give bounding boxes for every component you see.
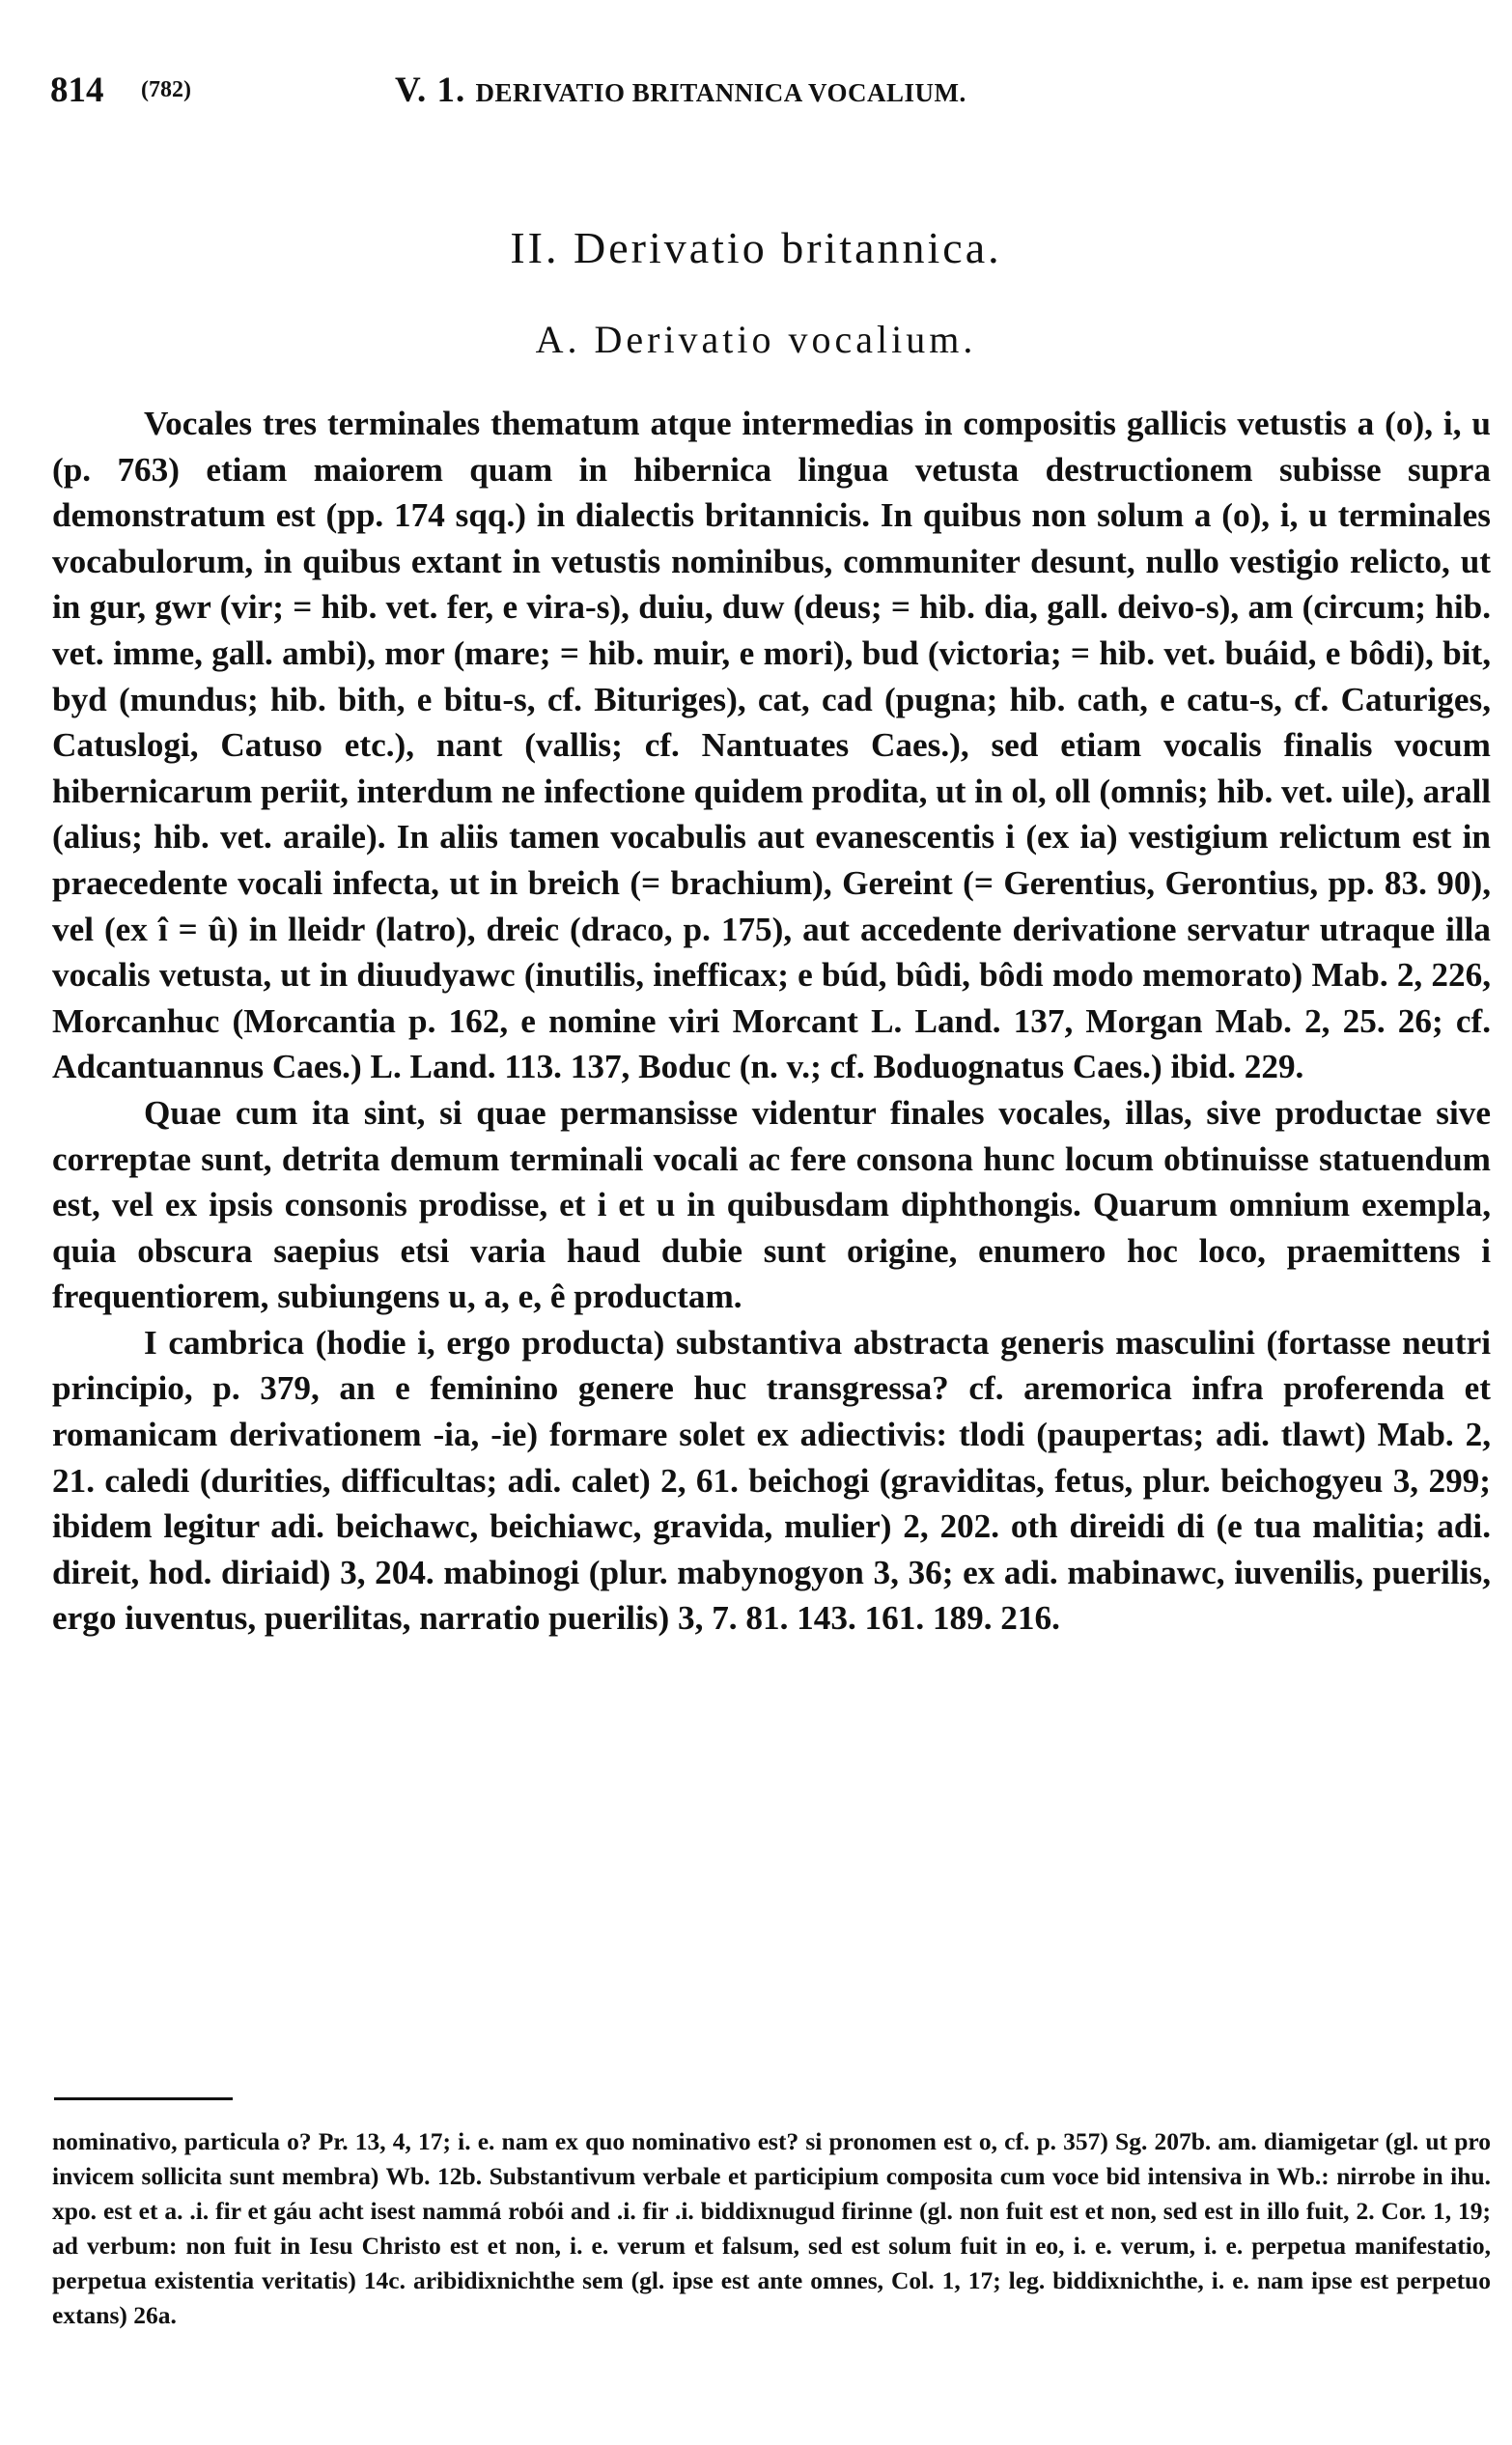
paragraph: Quae cum ita sint, si quae permansisse videntur finales vocales, illas, sive productae sive correptae sunt, detrita demum terminali vocali ac fere consona hunc locum obtinuisse statuendum est, vel ex ipsis consonis prodisse, et i et u in quibusdam diphthongis. Quarum omnium exempla, quia obscura saepius etsi varia haud dubie sunt origine, enumero hoc loco, praemittens i frequentiorem, subiungens u, a, e, ê productam. <box>52 1093 1491 1316</box>
original-page-number: (782) <box>141 77 191 102</box>
footnote-divider <box>54 2097 233 2100</box>
section-heading: II. Derivatio britannica. <box>510 223 1002 272</box>
main-text <box>52 401 1491 1642</box>
footnote: nominativo, particula o? Pr. 13, 4, 17; i. e. nam ex quo nominativo est? si pronomen est o, cf. p. 357) Sg. 207b. am. diamigetar (gl. ut pro invicem sollicita sunt membra) Wb. 12b. Substantivum verbale et participium composita cum voce bid intensiva in Wb.: nirrobe in ihu. xpo. est et a. .i. fir et gáu acht isest nammá robói and .i. fir .i. biddixnugud firinne (gl. non fuit est et non, sed est in illo fuit, 2. Cor. 1, 19; ad verbum: non fuit in Iesu Christo est et non, i. e. verum et falsum, sed est solum fuit in eo, i. e. verum, i. e. perpetua manifestatio, perpetua existentia veritatis) 14c. aribidixnichthe sem (gl. ipse est ante omnes, Col. 1, 17; leg. biddixnichthe, i. e. nam ipse est perpetuo extans) 26a. <box>52 2127 1491 2329</box>
subsection-heading: A. Derivatio vocalium. <box>535 318 977 361</box>
chapter-number: V. 1. <box>395 70 466 110</box>
page-number: 814 <box>50 70 104 110</box>
running-title <box>395 70 966 111</box>
running-header <box>50 70 1441 118</box>
paragraph: I cambrica (hodie i, ergo producta) substantiva abstracta generis masculini (fortasse neutri principio, p. 379, an e feminino genere huc transgressa? cf. aremorica infra proferenda et romanicam derivationem -ia, -ie) formare solet ex adiectivis: tlodi (paupertas; adi. tlawt) Mab. 2, 21. caledi (durities, difficultas; adi. calet) 2, 61. beichogi (graviditas, fetus, plur. beichogyeu 3, 299; ibidem legitur adi. beichawc, beichiawc, gravida, mulier) 2, 202. oth direidi di (e tua malitia; adi. direit, hod. diriaid) 3, 204. mabinogi (plur. mabynogyon 3, 36; ex adi. mabinawc, iuvenilis, puerilis, ergo iuventus, puerilitas, narratio puerilis) 3, 7. 81. 143. 161. 189. 216. <box>52 1323 1491 1638</box>
running-title-text: DERIVATIO BRITANNICA VOCALIUM. <box>475 78 966 107</box>
paragraph: Vocales tres terminales thematum atque intermedias in compositis gallicis vetustis a (o), i, u (p. 763) etiam maiorem quam in hibernica lingua vetusta destructionem subisse supra demonstratum est (pp. 174 sqq.) in dialectis britannicis. In quibus non solum a (o), i, u terminales vocabulorum, in quibus extant in vetustis nominibus, communiter desunt, nullo vestigio relicto, ut in gur, gwr (vir; = hib. vet. fer, e vira-s), duiu, duw (deus; = hib. dia, gall. deivo-s), am (circum; hib. vet. imme, gall. ambi), mor (mare; = hib. muir, e mori), bud (victoria; = hib. vet. buáid, e bôdi), bit, byd (mundus; hib. bith, e bitu-s, cf. Bituriges), cat, cad (pugna; hib. cath, e catu-s, cf. Caturiges, Catuslogi, Catuso etc.), nant (vallis; cf. Nantuates Caes.), sed etiam vocalis finalis vocum hibernicarum periit, interdum ne infectione quidem prodita, ut in ol, oll (omnis; hib. vet. uile), arall (alius; hib. vet. araile). In aliis tamen vocabulis aut evanescentis i (ex ia) vestigium relictum est in praecedente vocali infecta, ut in breich (= brachium), Gereint (= Gerentius, Gerontius, pp. 83. 90), vel (ex î = û) in lleidr (latro), dreic (draco, p. 175), aut accedente derivatione servatur utraque illa vocalis vetusta, ut in diuudyawc (inutilis, inefficax; e búd, bûdi, bôdi modo memorato) Mab. 2, 226, Morcanhuc (Morcantia p. 162, e nomine viri Morcant L. Land. 137, Morgan Mab. 2, 25. 26; cf. Adcantuannus Caes.) L. Land. 113. 137, Boduc (n. v.; cf. Boduognatus Caes.) ibid. 229. <box>52 405 1491 1086</box>
